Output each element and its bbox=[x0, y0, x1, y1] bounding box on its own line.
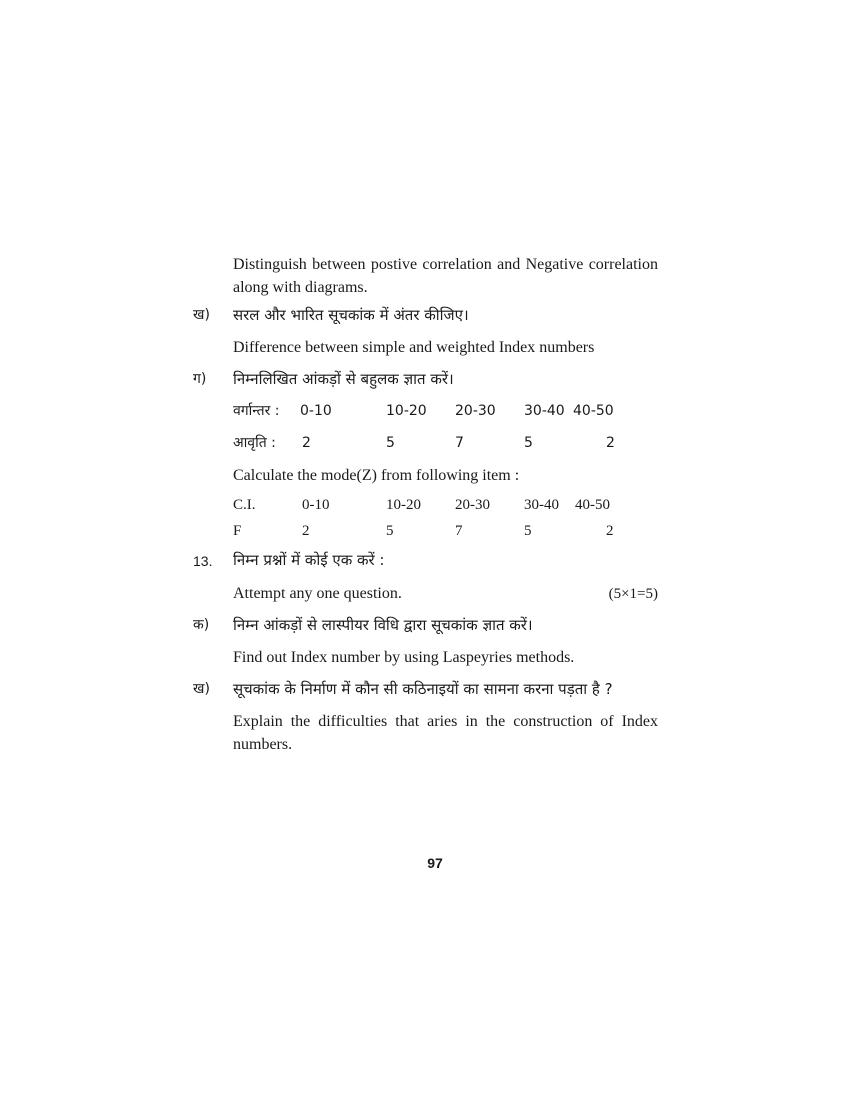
page-number: 97 bbox=[427, 855, 443, 871]
hindi-table-row1-label: वर्गान्तर : bbox=[233, 403, 280, 419]
hindi-table-freq: 5 bbox=[386, 435, 395, 451]
english-table-ci: 20-30 bbox=[455, 497, 490, 513]
q13b-hindi-text: सूचकांक के निर्माण में कौन सी कठिनाइयों का सामना करना पड़ता है ? bbox=[233, 680, 613, 698]
q13-marks: (5×1=5) bbox=[608, 586, 658, 602]
english-table-freq: 5 bbox=[386, 523, 394, 539]
english-table-ci: 30-40 bbox=[524, 497, 559, 513]
q12a-english-text: Distinguish between postive correlation and Negative correlation along with diagrams. bbox=[233, 256, 658, 296]
q13b-english-text: Explain the difficulties that aries in the construction of Index numbers. bbox=[233, 713, 658, 753]
q12c-english-text: Calculate the mode(Z) from following item : bbox=[233, 467, 520, 484]
q12b-marker: ख) bbox=[193, 307, 210, 323]
q12b-hindi-text: सरल और भारित सूचकांक में अंतर कीजिए। bbox=[233, 306, 469, 324]
hindi-table-freq: 2 bbox=[606, 435, 615, 451]
q13a-marker: क) bbox=[193, 617, 210, 633]
hindi-table-freq: 7 bbox=[455, 435, 464, 451]
hindi-table-freq: 5 bbox=[524, 435, 533, 451]
english-table-freq: 5 bbox=[524, 523, 532, 539]
hindi-table-ci: 10-20 bbox=[386, 403, 427, 419]
english-table-ci: 0-10 bbox=[302, 497, 330, 513]
q12c-marker: ग) bbox=[193, 371, 207, 387]
q13a-hindi-text: निम्न आंकड़ों से लास्पीयर विधि द्वारा सूचकांक ज्ञात करें। bbox=[233, 616, 533, 634]
q13b-marker: ख) bbox=[193, 681, 210, 697]
english-table-freq: 7 bbox=[455, 523, 463, 539]
q13-english-text: Attempt any one question. bbox=[233, 585, 402, 602]
english-table-row1-label: C.I. bbox=[233, 497, 256, 513]
english-table-ci: 40-50 bbox=[575, 497, 610, 513]
hindi-table-ci: 40-50 bbox=[573, 403, 614, 419]
hindi-table-ci: 0-10 bbox=[300, 403, 332, 419]
q13-hindi-text: निम्न प्रश्नों में कोई एक करें : bbox=[233, 551, 385, 569]
english-table-freq: 2 bbox=[302, 523, 310, 539]
q13-number: 13. bbox=[193, 553, 213, 569]
q13a-english-text: Find out Index number by using Laspeyries methods. bbox=[233, 649, 575, 666]
english-table-ci: 10-20 bbox=[386, 497, 421, 513]
hindi-table-row2-label: आवृति : bbox=[233, 435, 276, 451]
q12c-hindi-text: निम्नलिखित आंकड़ों से बहुलक ज्ञात करें। bbox=[233, 370, 454, 388]
english-table-row2-label: F bbox=[233, 523, 242, 539]
hindi-table-ci: 30-40 bbox=[524, 403, 565, 419]
hindi-table-freq: 2 bbox=[302, 435, 311, 451]
hindi-table-ci: 20-30 bbox=[455, 403, 496, 419]
english-table-freq: 2 bbox=[606, 523, 614, 539]
q12b-english-text: Difference between simple and weighted Index numbers bbox=[233, 339, 595, 356]
